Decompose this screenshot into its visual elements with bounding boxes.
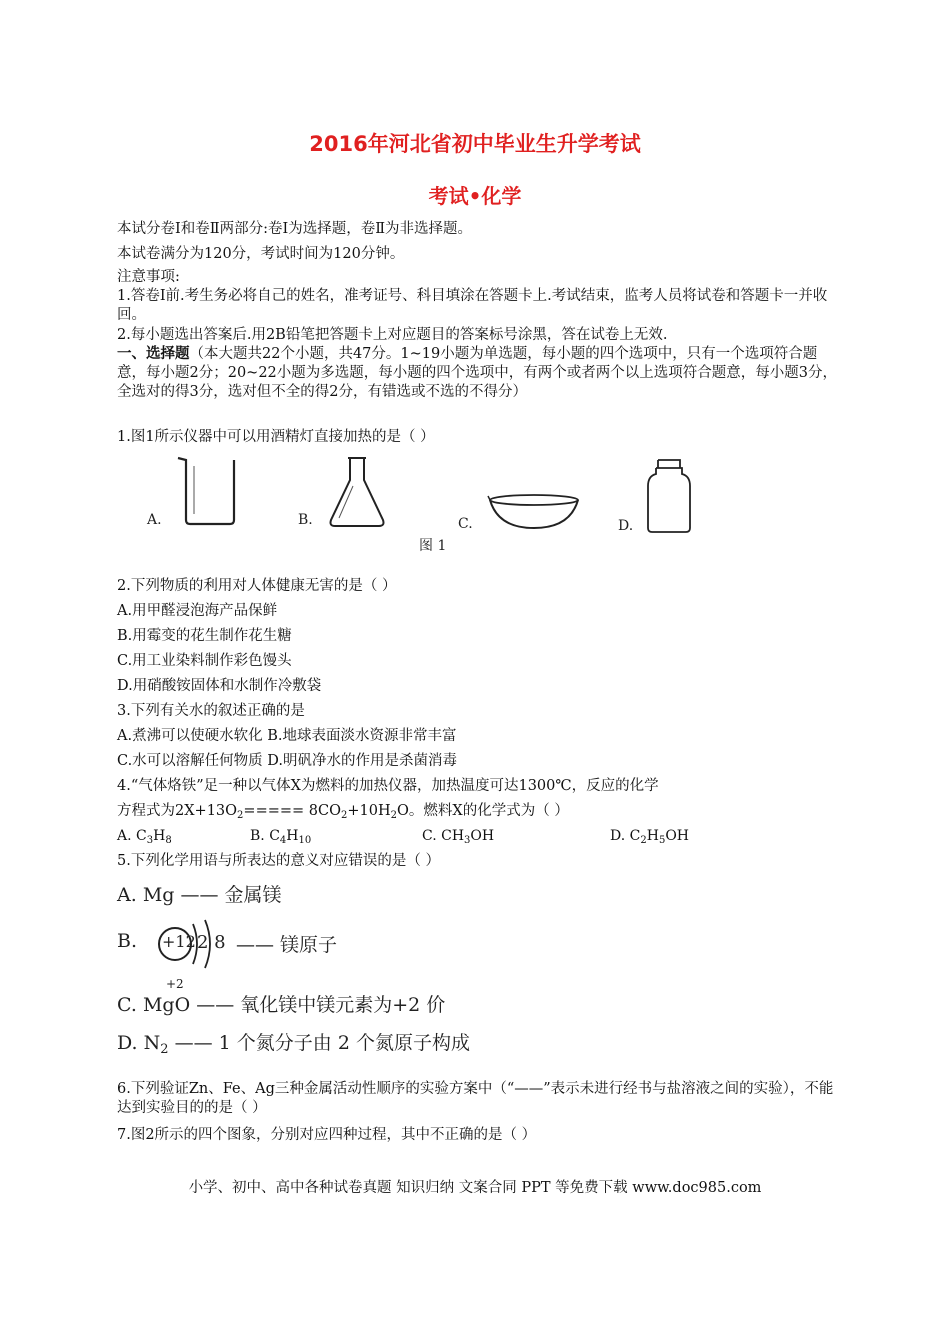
q4-eq-sub: 2 <box>390 810 397 821</box>
valence-charge: +2 <box>166 977 184 991</box>
q4-option-c: C. $CH_3OH$ <box>422 828 495 846</box>
q4-stem-1: 4.“气体烙铁”足一种以气体X为燃料的加热仪器，加热温度可达1300℃，反应的化学 <box>117 778 659 794</box>
reagent-bottle-icon <box>644 458 694 534</box>
q6-stem: 6.下列验证Zn、Fe、Ag三种金属活动性顺序的实验方案中（“——”表示未进行经书与盐溶液之间的实验），不能达到实验目的的是（ ） <box>117 1081 834 1116</box>
intro-line-4: 1.答卷Ⅰ前.考生务必将自己的姓名，准考证号、科目填涂在答题卡上.考试结束，监考人员将试卷和答题卡一并收回。 <box>117 288 828 323</box>
q4-eq-sub: 2 <box>341 810 348 821</box>
exam-subtitle: 考试•化学 <box>428 184 522 208</box>
section-heading: 一、选择题 <box>117 345 190 362</box>
q2-option-c: C.用工业染料制作彩色馒头 <box>117 653 292 669</box>
q4-eq-part: O。燃料X的化学式为（ ） <box>397 803 569 819</box>
q3-options-ab: A.煮沸可以使硬水软化 B.地球表面淡水资源非常丰富 <box>117 728 457 744</box>
q1-label-d: D. <box>618 518 634 534</box>
page-footer: 小学、初中、高中各种试卷真题 知识归纳 文案合同 PPT 等免费下载 www.doc985.com <box>188 1180 762 1196</box>
electron-shells: 2 8 <box>197 932 226 953</box>
q4-eq-part: ===== 8CO <box>243 803 341 819</box>
q3-stem: 3.下列有关水的叙述正确的是 <box>117 703 305 719</box>
intro-line-2: 本试卷满分为120分，考试时间为120分钟。 <box>117 246 405 262</box>
q4-stem-2 <box>117 802 569 825</box>
nucleus-charge: +12 <box>162 932 196 951</box>
q1-label-c: C. <box>458 516 473 532</box>
intro-line-5: 2.每小题选出答案后.用2B铅笔把答题卡上对应题目的答案标号涂黑，答在试卷上无效. <box>117 327 668 343</box>
q1-label-a: A. <box>147 512 162 528</box>
q4-option-a: A. $C_3H_8$ <box>117 828 172 846</box>
figure-1-caption: 图 1 <box>419 538 447 554</box>
q7-stem: 7.图2所示的四个图象，分别对应四种过程，其中不正确的是（ ） <box>117 1127 537 1143</box>
q4-eq-sub: 2 <box>237 810 244 821</box>
conical-flask-icon <box>327 456 387 528</box>
q3-options-cd: C.水可以溶解任何物质 D.明矾净水的作用是杀菌消毒 <box>117 753 458 769</box>
q2-option-b: B.用霉变的花生制作花生糖 <box>117 628 292 644</box>
intro-line-3: 注意事项: <box>117 269 180 285</box>
evaporating-dish-icon <box>488 494 584 534</box>
q5-option-d: D. $N_2$ —— 1 个氮分子由 2 个氮原子构成 <box>117 1032 470 1057</box>
q1-stem: 1.图1所示仪器中可以用酒精灯直接加热的是（ ） <box>117 429 435 445</box>
q4-eq-part: 方程式为2X+13O <box>117 803 238 819</box>
q4-option-d: D. $C_2H_5OH$ <box>610 828 689 846</box>
section-intro <box>117 344 837 402</box>
q2-stem: 2.下列物质的利用对人体健康无害的是（ ） <box>117 578 397 594</box>
section-description: （本大题共22个小题，共47分。1~19小题为单选题，每小题的四个选项中，只有一个选项符合题意，每小题2分；20~22小题为多选题，每小题的四个选项中，有两个或者两个以上选项符合题意，每小题3分，全选对的得3分，选对但不全的得2分，有错选或不选的不得分） <box>117 346 837 400</box>
beaker-icon <box>174 454 242 528</box>
q5-option-b-label: B. <box>117 930 138 952</box>
q4-eq-part: +10H <box>347 803 391 819</box>
intro-line-1: 本试分卷Ⅰ和卷Ⅱ两部分:卷Ⅰ为选择题，卷Ⅱ为非选择题。 <box>117 221 473 237</box>
q5-stem: 5.下列化学用语与所表达的意义对应错误的是（ ） <box>117 853 440 869</box>
q5-option-b-meaning: —— 镁原子 <box>236 934 338 956</box>
q2-option-d: D.用硝酸铵固体和水制作冷敷袋 <box>117 678 322 694</box>
q4-option-b: B. $C_4H_{10}$ <box>250 828 312 846</box>
q5-option-a: A. Mg —— 金属镁 <box>117 884 282 906</box>
exam-title: 2016年河北省初中毕业生升学考试 <box>309 132 641 156</box>
q2-option-a: A.用甲醛浸泡海产品保鲜 <box>117 603 278 619</box>
q5-option-c: C. MgO —— 氧化镁中镁元素为+2 价 <box>117 994 446 1016</box>
q1-label-b: B. <box>298 512 313 528</box>
